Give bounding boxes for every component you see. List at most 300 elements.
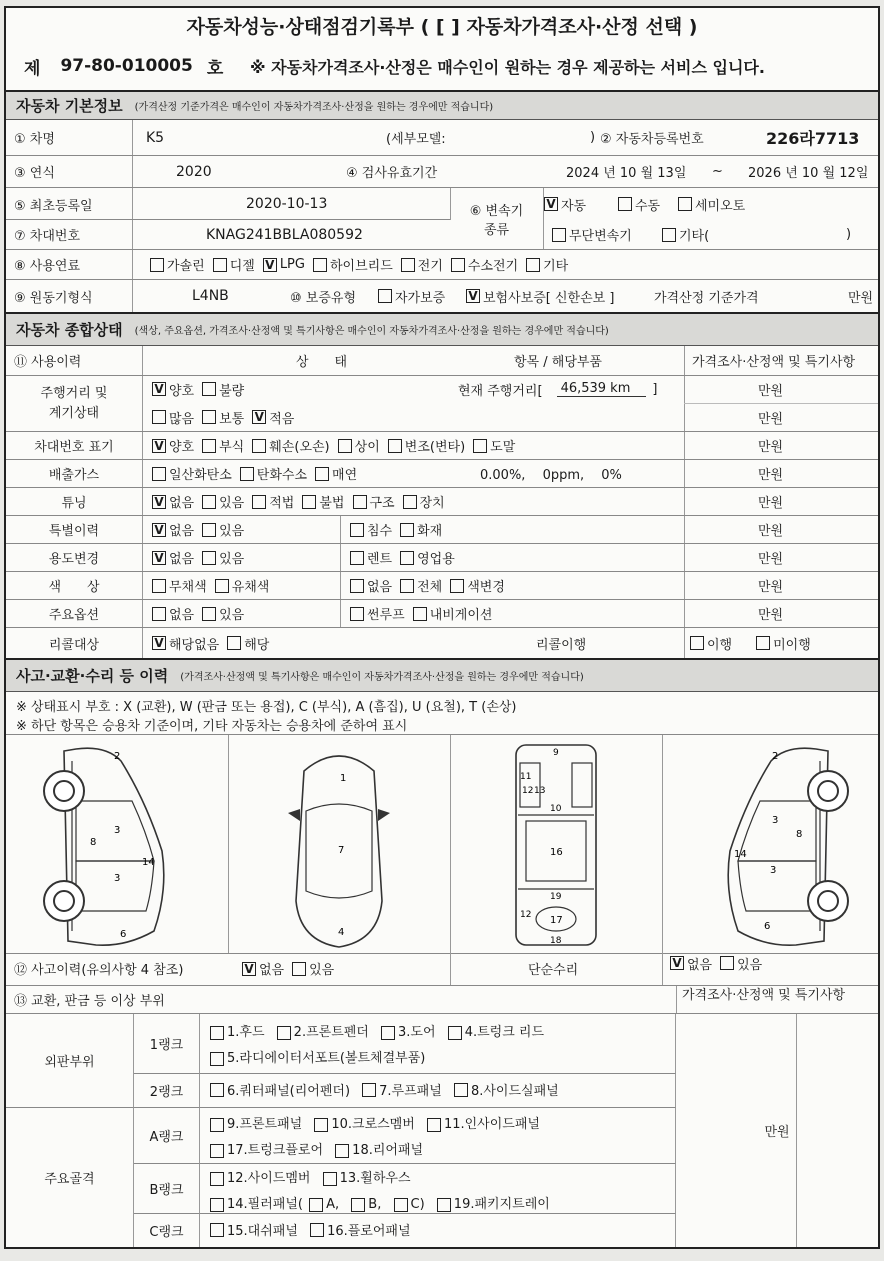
- recall-none-label: 해당없음: [169, 637, 220, 653]
- detail-model-label: (세부모델:: [386, 132, 446, 147]
- special-fire-label: 화재: [417, 524, 443, 539]
- diagram-right-label: 14: [734, 849, 747, 860]
- outer-label: 외판부위: [6, 1014, 134, 1108]
- transmission-auto: [544, 188, 586, 220]
- trans-other-label: 기타(: [679, 229, 710, 244]
- frame-label: 주요골격: [6, 1108, 134, 1247]
- fuel-other-checkbox[interactable]: [526, 258, 540, 272]
- rank1-label: 1랭크: [134, 1014, 200, 1074]
- col-state: 상 태: [296, 355, 348, 370]
- options-sunroof-checkbox[interactable]: [350, 607, 364, 621]
- options-label: 주요옵션: [48, 608, 100, 623]
- tuning-structure-checkbox[interactable]: [353, 495, 367, 509]
- warranty-self-label: 자가보증: [395, 290, 446, 306]
- part-door-label: 3.도어: [398, 1025, 436, 1040]
- part-side-member-label: 12.사이드멤버: [227, 1171, 311, 1186]
- transmission-label-2: 종류: [483, 222, 510, 238]
- status-header: [6, 312, 878, 346]
- recall-none-checkbox[interactable]: V: [152, 636, 166, 650]
- car-diagram-area: [6, 734, 878, 954]
- trans-auto-checkbox[interactable]: V: [544, 197, 558, 211]
- color-row: [6, 572, 878, 600]
- emission-co-checkbox[interactable]: [152, 467, 166, 481]
- year: 2020: [176, 163, 212, 180]
- year-label: ③ 연식: [14, 166, 55, 181]
- part-side-sill-label: 8.사이드실패널: [470, 1084, 559, 1099]
- part-side-member-checkbox[interactable]: [210, 1172, 224, 1186]
- vin-mark-label: 차대번호 표기: [34, 440, 114, 455]
- options-none-label: 없음: [169, 608, 195, 623]
- part-hood-label: 1.후드: [227, 1025, 265, 1040]
- odo-few-label: 적음: [269, 411, 295, 427]
- odo-price-1: 만원: [758, 384, 784, 399]
- tuning-legal-checkbox[interactable]: [252, 495, 266, 509]
- vin-mark-price: 만원: [758, 440, 784, 455]
- fuel-electric-checkbox[interactable]: [401, 258, 415, 272]
- trans-other-close: ): [846, 227, 852, 242]
- diagram-left-label: 3: [114, 825, 121, 836]
- reg-no-label: ② 자동차등록번호: [600, 132, 704, 147]
- vin-label: ⑦ 차대번호: [14, 229, 81, 244]
- recall-not-label: 미이행: [773, 637, 811, 653]
- color-label: 색 상: [48, 580, 100, 595]
- inspection-form: [4, 6, 880, 1249]
- transmission-label-1: ⑥ 변속기: [469, 203, 524, 219]
- part-floor-panel-checkbox[interactable]: [310, 1223, 324, 1237]
- fuel-hybrid-label: 하이브리드: [329, 259, 393, 274]
- legend-2: ※ 하단 항목은 승용차 기준이며, 기타 자동차는 승용차에 준하여 표시: [16, 719, 408, 734]
- fuel-hydrogen-label: 수소전기: [467, 259, 519, 274]
- usechange-business-checkbox[interactable]: [400, 551, 414, 565]
- col-usage: ⑪ 사용이력: [14, 355, 82, 370]
- part-radiator-support-checkbox[interactable]: [210, 1052, 224, 1066]
- part-trunk-lid-label: 4.트렁크 리드: [464, 1025, 545, 1040]
- diagram-right-label: 6: [764, 921, 771, 932]
- accident-none-checkbox[interactable]: V: [242, 962, 256, 976]
- odo-many-checkbox[interactable]: [152, 410, 166, 424]
- part-dash-panel-checkbox[interactable]: [210, 1223, 224, 1237]
- rank2-label: 2랭크: [134, 1074, 200, 1108]
- fuel-label: ⑧ 사용연료: [14, 259, 81, 274]
- vin-row: [6, 220, 878, 250]
- trans-cvt-checkbox[interactable]: [552, 228, 566, 242]
- emission-label: 배출가스: [48, 468, 100, 483]
- usechange-row: [6, 544, 878, 572]
- car-frame-diagram: [506, 739, 606, 951]
- part-cross-member-label: 10.크로스멤버: [331, 1117, 415, 1132]
- usechange-rent-checkbox[interactable]: [350, 551, 364, 565]
- special-none-label: 없음: [169, 524, 195, 539]
- vin-mark-altered-checkbox[interactable]: [388, 439, 402, 453]
- fuel-gasoline-label: 가솔린: [167, 259, 205, 274]
- usechange-business-label: 영업용: [417, 552, 455, 567]
- recall-yes-checkbox[interactable]: [227, 636, 241, 650]
- odo-normal-label: 보통: [219, 411, 245, 427]
- part-package-tray-label: 19.패키지트레이: [453, 1197, 550, 1212]
- part-floor-panel-label: 16.플로어패널: [327, 1224, 411, 1239]
- vin-mark-good-checkbox[interactable]: V: [152, 439, 166, 453]
- part-front-fender-checkbox[interactable]: [277, 1026, 291, 1040]
- part-door-checkbox[interactable]: [381, 1026, 395, 1040]
- tuning-device-label: 장치: [419, 496, 445, 511]
- tuning-illegal-checkbox[interactable]: [302, 495, 316, 509]
- diagram-frame-label: 18: [550, 936, 562, 946]
- vin-mark-corrosion-checkbox[interactable]: [202, 439, 216, 453]
- accident-title: 사고·교환·수리 등 이력: [16, 667, 169, 685]
- basic-info-note: (가격산정 기준가격은 매수인이 자동차가격조사·산정을 원하는 경우에만 적습니다): [134, 102, 494, 113]
- diagram-top-label: 7: [338, 845, 345, 856]
- trans-manual-label: 수동: [635, 198, 661, 214]
- status-note: (색상, 주요옵션, 가격조사·산정액 및 특기사항은 매수인이 자동차가격조사·산정을 원하는 경우에만 적습니다): [134, 326, 609, 337]
- parts-price: 만원: [764, 1125, 790, 1140]
- part-inside-panel-label: 11.인사이드패널: [443, 1117, 540, 1132]
- vin-mark-smeared-label: 도말: [490, 440, 516, 455]
- vin-mark-corrosion-label: 부식: [219, 440, 245, 455]
- diagram-left-label: 6: [120, 929, 127, 940]
- recall-done-checkbox[interactable]: [690, 636, 704, 650]
- part-pillar-label: 14.필러패널(: [227, 1197, 303, 1212]
- trans-cvt-label: 무단변속기: [569, 229, 632, 244]
- usechange-yes-checkbox[interactable]: [202, 551, 216, 565]
- car-name-label: ① 차명: [14, 132, 55, 147]
- tuning-yes-label: 있음: [219, 496, 245, 511]
- part-trunk-lid-checkbox[interactable]: [448, 1026, 462, 1040]
- rankB-label: B랭크: [134, 1164, 200, 1214]
- fuel-row: [6, 250, 878, 280]
- part-pillar-c-label: C): [410, 1197, 425, 1212]
- diagram-left-label: 8: [90, 837, 97, 848]
- options-row: [6, 600, 878, 628]
- simple-repair-none-label: 없음: [687, 957, 713, 973]
- odo-few-checkbox[interactable]: V: [252, 410, 266, 424]
- inspection-from: 2024 년 10 월 13일: [566, 166, 687, 181]
- tuning-yes-checkbox[interactable]: [202, 495, 216, 509]
- tuning-structure-label: 구조: [369, 496, 395, 511]
- car-name: K5: [146, 129, 165, 146]
- part-roof-panel-label: 7.루프패널: [379, 1084, 442, 1099]
- tuning-none-checkbox[interactable]: V: [152, 495, 166, 509]
- recall-row: [6, 628, 878, 658]
- parts-price-label: 가격조사·산정액 및 특기사항: [682, 988, 846, 1003]
- tuning-label: 튜닝: [61, 496, 87, 511]
- engine-row: [6, 280, 878, 312]
- car-left-side-diagram: [36, 741, 186, 951]
- price-basis-label: 가격산정 기준가격: [654, 290, 759, 306]
- odo-bad-checkbox[interactable]: [202, 382, 216, 396]
- legend-1: ※ 상태표시 부호 : X (교환), W (판금 또는 용접), C (부식), A (흠집), U (요철), T (손상): [16, 700, 517, 715]
- inspection-to: 2026 년 10 월 12일: [748, 166, 869, 181]
- color-change-changed-checkbox[interactable]: [450, 579, 464, 593]
- vin-mark-damage-checkbox[interactable]: [252, 439, 266, 453]
- part-pillar-c-checkbox[interactable]: [394, 1198, 408, 1212]
- special-yes-label: 있음: [219, 524, 245, 539]
- diagram-left-label: 14: [142, 857, 155, 868]
- tuning-none-label: 없음: [169, 496, 195, 511]
- engine-label: ⑨ 원동기형식: [14, 290, 93, 306]
- tuning-illegal-label: 불법: [319, 496, 345, 511]
- special-price: 만원: [758, 524, 784, 539]
- part-dash-panel-label: 15.대쉬패널: [227, 1224, 298, 1239]
- accident-note: (가격조사·산정액 및 특기사항은 매수인이 자동차가격조사·산정을 원하는 경우에만 적습니다): [180, 672, 584, 683]
- engine: L4NB: [192, 288, 229, 304]
- trans-semi-label: 세미오토: [695, 198, 746, 214]
- accident-yes-checkbox[interactable]: [292, 962, 306, 976]
- usechange-rent-label: 렌트: [367, 552, 393, 567]
- diagram-frame-label: 10: [550, 804, 562, 814]
- service-notice: ※ 자동차가격조사·산정은 매수인이 원하는 경우 제공하는 서비스 입니다.: [250, 57, 765, 77]
- color-change-full-label: 전체: [417, 580, 443, 595]
- fuel-options: [150, 250, 576, 279]
- diagram-frame-label: 17: [550, 915, 563, 926]
- rankA-label: A랭크: [134, 1108, 200, 1164]
- diagram-frame-label: 9: [553, 748, 559, 758]
- emission-smoke-checkbox[interactable]: [315, 467, 329, 481]
- fuel-diesel-label: 디젤: [229, 259, 255, 274]
- warranty-insurance-checkbox[interactable]: V: [466, 289, 480, 303]
- part-rear-panel-checkbox[interactable]: [335, 1144, 349, 1158]
- part-pillar-a-checkbox[interactable]: [309, 1198, 323, 1212]
- car-right-side-diagram: [706, 741, 856, 951]
- diagram-frame-label: 12: [520, 910, 532, 920]
- color-chromatic-checkbox[interactable]: [215, 579, 229, 593]
- color-change-changed-label: 색변경: [467, 580, 505, 595]
- inspection-tilde: ~: [712, 164, 723, 179]
- car-name-row: [6, 120, 878, 156]
- form-title: 자동차성능·상태점검기록부 ( [ ] 자동차가격조사·산정 선택 ): [186, 15, 698, 38]
- diagram-frame-label: 19: [550, 892, 562, 902]
- recall-yes-label: 해당: [244, 637, 270, 653]
- recall-not-checkbox[interactable]: [756, 636, 770, 650]
- special-flood-label: 침수: [367, 524, 393, 539]
- recall-done-label: 이행: [707, 637, 733, 653]
- doc-number-row: [6, 42, 878, 90]
- car-top-diagram: [274, 741, 404, 951]
- part-roof-panel-checkbox[interactable]: [362, 1083, 376, 1097]
- status-col-header: [6, 346, 878, 376]
- fuel-lpg-label: LPG: [279, 257, 305, 272]
- color-change-full-checkbox[interactable]: [400, 579, 414, 593]
- part-front-fender-label: 2.프론트펜더: [293, 1025, 369, 1040]
- part-package-tray-checkbox[interactable]: [437, 1198, 451, 1212]
- emission-hc-checkbox[interactable]: [240, 467, 254, 481]
- warranty-label: ⑩ 보증유형: [290, 290, 357, 306]
- col-item: 항목 / 해당부품: [514, 355, 602, 370]
- emission-row: [6, 460, 878, 488]
- diagram-left-label: 2: [114, 751, 121, 762]
- diagram-frame-label: 12: [522, 786, 534, 796]
- fuel-gasoline-checkbox[interactable]: [150, 258, 164, 272]
- accident-header: [6, 658, 878, 692]
- rankC-label: C랭크: [134, 1214, 200, 1247]
- color-change-none-label: 없음: [367, 580, 393, 595]
- diagram-top-label: 4: [338, 927, 345, 938]
- emission-hc-label: 탄화수소: [256, 468, 308, 483]
- vin-mark-altered-label: 변조(변타): [404, 440, 466, 455]
- diagram-right-label: 2: [772, 751, 779, 762]
- part-wheel-house-label: 13.휠하우스: [339, 1171, 411, 1186]
- fuel-lpg-checkbox[interactable]: V: [263, 258, 277, 272]
- part-front-panel-label: 9.프론트패널: [227, 1117, 303, 1132]
- diagram-right-label: 3: [770, 865, 777, 876]
- color-achromatic-checkbox[interactable]: [152, 579, 166, 593]
- part-hood-checkbox[interactable]: [210, 1026, 224, 1040]
- special-row: [6, 516, 878, 544]
- color-chromatic-label: 유채색: [231, 580, 270, 595]
- color-price: 만원: [758, 580, 784, 595]
- vin-mark-mismatch-label: 상이: [354, 440, 380, 455]
- odo-bad-label: 불량: [219, 383, 245, 399]
- rank2-items: [200, 1074, 676, 1108]
- doc-number: 97-80-010005: [60, 56, 193, 76]
- fuel-other-label: 기타: [543, 259, 569, 274]
- reg-no: 226라7713: [766, 129, 860, 148]
- odo-good-checkbox[interactable]: V: [152, 382, 166, 396]
- price-basis-unit: 만원: [848, 290, 874, 306]
- trans-other-checkbox[interactable]: [662, 228, 676, 242]
- options-yes-label: 있음: [219, 608, 245, 623]
- emission-values: 0.00%, 0ppm, 0%: [480, 468, 622, 483]
- col-price: 가격조사·산정액 및 특기사항: [692, 355, 856, 370]
- odo-many-label: 많음: [169, 411, 195, 427]
- part-front-panel-checkbox[interactable]: [210, 1118, 224, 1132]
- options-price: 만원: [758, 608, 784, 623]
- diagram-frame-label: 13: [534, 786, 546, 796]
- trans-manual-checkbox[interactable]: [618, 197, 632, 211]
- fuel-hybrid-checkbox[interactable]: [313, 258, 327, 272]
- special-flood-checkbox[interactable]: [350, 523, 364, 537]
- odo-normal-checkbox[interactable]: [202, 410, 216, 424]
- basic-info-title: 자동차 기본정보: [16, 97, 123, 115]
- first-reg-label: ⑤ 최초등록일: [14, 198, 93, 214]
- rankA-items: [200, 1108, 676, 1164]
- tuning-row: [6, 488, 878, 516]
- usechange-label: 용도변경: [48, 552, 100, 567]
- inspection-label: ④ 검사유효기간: [346, 166, 438, 181]
- simple-repair-none-checkbox[interactable]: V: [670, 956, 684, 970]
- part-quarter-panel-label: 6.쿼터패널(리어펜더): [227, 1084, 351, 1099]
- current-odo-close: ]: [652, 381, 658, 397]
- special-label: 특별이력: [48, 524, 100, 539]
- odo-label-1: 주행거리 및: [40, 385, 108, 401]
- part-rear-panel-label: 18.리어패널: [352, 1143, 424, 1158]
- emission-price: 만원: [758, 468, 784, 483]
- part-pillar-a-label: A,: [326, 1197, 340, 1212]
- color-achromatic-label: 무채색: [169, 580, 207, 595]
- vin-mark-damage-label: 훼손(오손): [269, 440, 330, 455]
- parts-table: [6, 1014, 878, 1247]
- special-yes-checkbox[interactable]: [202, 523, 216, 537]
- doc-number-suffix: 호: [206, 58, 224, 79]
- recall-label: 리콜대상: [48, 637, 100, 653]
- accident-yes-label: 있음: [309, 963, 335, 978]
- rank1-items: [200, 1014, 676, 1074]
- simple-repair-yes-checkbox[interactable]: [720, 956, 734, 970]
- accident-none-label: 없음: [259, 963, 285, 978]
- part-pillar-b-checkbox[interactable]: [351, 1198, 365, 1212]
- emission-co-label: 일산화탄소: [169, 468, 232, 483]
- options-none-checkbox[interactable]: [152, 607, 166, 621]
- rankC-items: [200, 1214, 676, 1247]
- emission-smoke-label: 매연: [332, 468, 358, 483]
- diagram-left-label: 3: [114, 873, 121, 884]
- part-radiator-support-label: 5.라디에이터서포트(볼트체결부품): [227, 1051, 426, 1066]
- fuel-diesel-checkbox[interactable]: [213, 258, 227, 272]
- part-quarter-panel-checkbox[interactable]: [210, 1083, 224, 1097]
- tuning-price: 만원: [758, 496, 784, 511]
- accident-label: ⑫ 사고이력(유의사항 4 참조): [14, 963, 184, 978]
- vin: KNAG241BBLA080592: [206, 226, 363, 243]
- current-odo: 46,539 km: [557, 381, 647, 397]
- tuning-legal-label: 적법: [269, 496, 295, 511]
- part-side-sill-checkbox[interactable]: [454, 1083, 468, 1097]
- special-fire-checkbox[interactable]: [400, 523, 414, 537]
- current-odo-label: 현재 주행거리[: [458, 383, 543, 399]
- diagram-right-label: 8: [796, 829, 803, 840]
- usechange-yes-label: 있음: [219, 552, 245, 567]
- simple-repair-label: 단순수리: [528, 963, 579, 978]
- part-pillar-checkbox[interactable]: [210, 1198, 224, 1212]
- first-reg: 2020-10-13: [246, 196, 328, 212]
- warranty-self-checkbox[interactable]: [378, 289, 392, 303]
- part-pillar-b-label: B,: [368, 1197, 382, 1212]
- options-navigation-checkbox[interactable]: [413, 607, 427, 621]
- odo-good-label: 양호: [169, 383, 195, 399]
- tuning-device-checkbox[interactable]: [403, 495, 417, 509]
- first-reg-row: [6, 188, 878, 220]
- title-row: [6, 8, 878, 42]
- part-wheel-house-checkbox[interactable]: [323, 1172, 337, 1186]
- part-inside-panel-checkbox[interactable]: [427, 1118, 441, 1132]
- options-sunroof-label: 썬루프: [367, 608, 405, 623]
- odo-label-2: 계기상태: [48, 405, 100, 421]
- parts-label: ⑬ 교환, 판금 등 이상 부위: [14, 994, 165, 1009]
- vin-mark-smeared-checkbox[interactable]: [473, 439, 487, 453]
- doc-number-label: 제: [24, 58, 41, 79]
- diagram-top-label: 1: [340, 773, 347, 784]
- part-cross-member-checkbox[interactable]: [314, 1118, 328, 1132]
- detail-model-close: ): [590, 130, 596, 145]
- usechange-price: 만원: [758, 552, 784, 567]
- options-navigation-label: 내비게이션: [429, 608, 493, 623]
- fuel-hydrogen-checkbox[interactable]: [451, 258, 465, 272]
- odo-price-2: 만원: [758, 412, 784, 427]
- odometer-row: [6, 376, 878, 432]
- part-trunk-floor-checkbox[interactable]: [210, 1144, 224, 1158]
- recall-do-label: 리콜이행: [536, 637, 587, 653]
- diagram-right-label: 3: [772, 815, 779, 826]
- warranty-insurance-label: 보험사보증[ 신한손보 ]: [483, 290, 615, 306]
- part-trunk-floor-label: 17.트렁크플로어: [227, 1143, 324, 1158]
- color-change-none-checkbox[interactable]: [350, 579, 364, 593]
- special-none-checkbox[interactable]: V: [152, 523, 166, 537]
- fuel-electric-label: 전기: [417, 259, 443, 274]
- vin-mark-good-label: 양호: [169, 440, 195, 455]
- status-title: 자동차 종합상태: [16, 321, 123, 339]
- usechange-none-checkbox[interactable]: V: [152, 551, 166, 565]
- rankB-items: [200, 1164, 676, 1214]
- simple-repair-yes-label: 있음: [737, 957, 763, 973]
- trans-semi-checkbox[interactable]: [678, 197, 692, 211]
- options-yes-checkbox[interactable]: [202, 607, 216, 621]
- diagram-frame-label: 16: [550, 847, 563, 858]
- vin-mark-row: [6, 432, 878, 460]
- parts-header-row: [6, 986, 878, 1014]
- diagram-frame-label: 11: [520, 772, 532, 782]
- basic-info-header: [6, 90, 878, 120]
- usechange-none-label: 없음: [169, 552, 195, 567]
- vin-mark-mismatch-checkbox[interactable]: [338, 439, 352, 453]
- trans-auto-label: 자동: [561, 198, 587, 214]
